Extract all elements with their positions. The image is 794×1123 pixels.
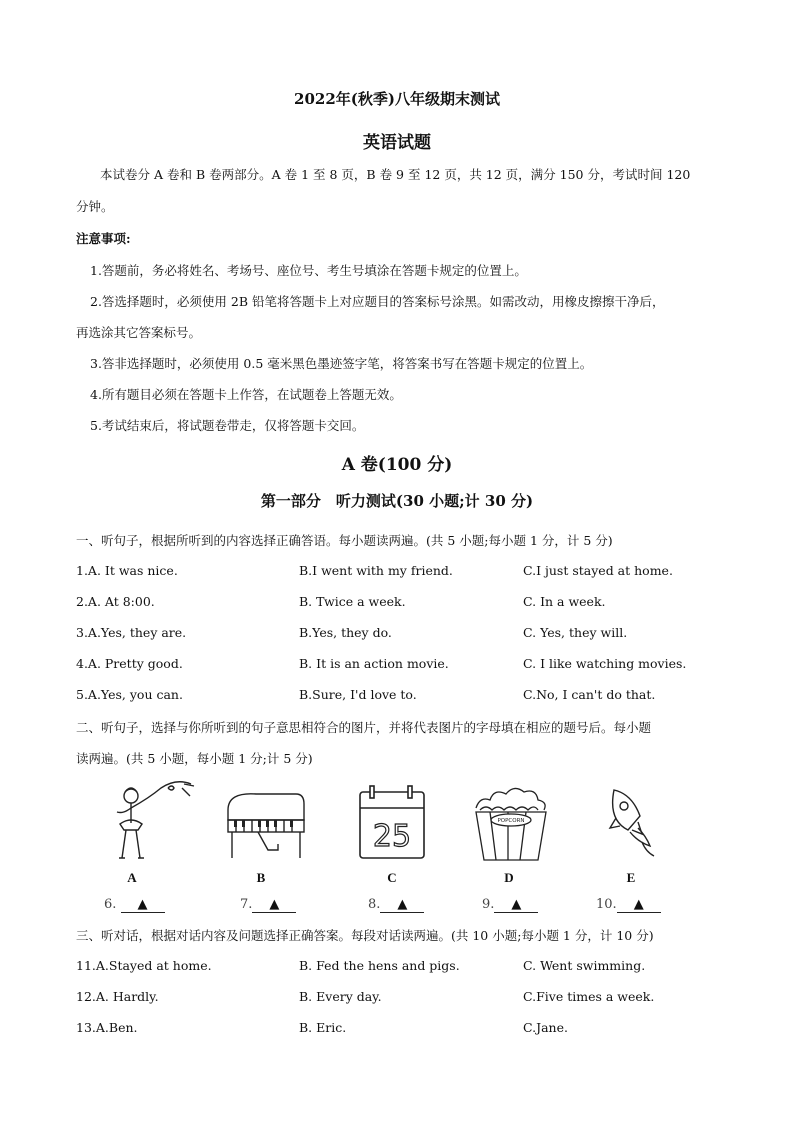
- blank-number: 8.: [368, 897, 381, 912]
- option-2b: B. Twice a week.: [299, 594, 406, 609]
- blank-number: 6.: [104, 897, 117, 912]
- answer-blank-7[interactable]: [240, 897, 296, 913]
- blank-number: 10.: [596, 897, 617, 912]
- option-3c: C. Yes, they will.: [523, 625, 628, 640]
- intro-line-2: 分钟。: [76, 199, 114, 214]
- option-5a: 5.A.Yes, you can.: [76, 687, 183, 702]
- option-2a: 2.A. At 8:00.: [76, 594, 155, 609]
- option-11c: C. Went swimming.: [523, 958, 646, 973]
- note-item: 2.答选择题时，必须使用 2B 铅笔将答题卡上对应题目的答案标号涂黑。如需改动，用橡皮擦擦干净后，: [90, 294, 665, 309]
- ballerina-icon: [98, 780, 198, 870]
- option-13a: 13.A.Ben.: [76, 1020, 138, 1035]
- option-12a: 12.A. Hardly.: [76, 989, 159, 1004]
- blank-mark: ▲: [380, 897, 424, 913]
- option-5b: B.Sure, I'd love to.: [299, 687, 417, 702]
- sec2-instruction-2: 读两遍。(共 5 小题，每小题 1 分;计 5 分): [76, 751, 313, 766]
- part1-title: 第一部分 听力测试(30 小题;计 30 分): [260, 492, 534, 510]
- sec1-instruction: 一、听句子，根据所听到的内容选择正确答语。每小题读两遍。(共 5 小题;每小题 1 分，计 5 分): [76, 533, 613, 548]
- option-12b: B. Every day.: [299, 989, 382, 1004]
- rocket-icon: [598, 780, 664, 870]
- sec3-instruction: 三、听对话，根据对话内容及问题选择正确答案。每段对话读两遍。(共 10 小题;每小题 1 分，计 10 分): [76, 928, 654, 943]
- note-item: 3.答非选择题时，必须使用 0.5 毫米黑色墨迹签字笔，将答案书写在答题卡规定的位置上。: [90, 356, 593, 371]
- piano-icon: [220, 780, 312, 870]
- exam-title: 2022年(秋季)八年级期末测试: [294, 90, 500, 108]
- option-3a: 3.A.Yes, they are.: [76, 625, 187, 640]
- calendar-icon: [352, 780, 432, 870]
- answer-blank-8[interactable]: [368, 897, 424, 913]
- calendar-date: 25: [372, 819, 412, 854]
- picture-label-a: A: [127, 870, 137, 885]
- answer-blank-9[interactable]: [482, 897, 538, 913]
- popcorn-icon: [466, 780, 556, 870]
- option-2c: C. In a week.: [523, 594, 606, 609]
- sec2-instruction-1: 二、听句子，选择与你所听到的句子意思相符合的图片，并将代表图片的字母填在相应的题号后。每小题: [76, 720, 652, 735]
- picture-label-b: B: [256, 870, 266, 885]
- blank-mark: ▲: [494, 897, 538, 913]
- blank-number: 7.: [240, 897, 253, 912]
- note-item: 1.答题前，务必将姓名、考场号、座位号、考生号填涂在答题卡规定的位置上。: [90, 263, 527, 278]
- blank-number: 9.: [482, 897, 495, 912]
- section-a-title: A 卷(100 分): [341, 455, 453, 475]
- option-1c: C.I just stayed at home.: [523, 563, 673, 578]
- note-item: 4.所有题目必须在答题卡上作答，在试题卷上答题无效。: [90, 387, 402, 402]
- answer-blank-6[interactable]: [104, 897, 165, 913]
- blank-mark: ▲: [252, 897, 296, 913]
- popcorn-label: POPCORN: [497, 818, 525, 824]
- note-item: 5.考试结束后，将试题卷带走，仅将答题卡交回。: [90, 418, 365, 433]
- option-1a: 1.A. It was nice.: [76, 563, 178, 578]
- option-13c: C.Jane.: [523, 1020, 568, 1035]
- exam-subtitle: 英语试题: [363, 133, 431, 153]
- option-4c: C. I like watching movies.: [523, 656, 687, 671]
- blank-mark: ▲: [617, 897, 661, 913]
- picture-label-e: E: [626, 870, 636, 885]
- option-12c: C.Five times a week.: [523, 989, 655, 1004]
- option-1b: B.I went with my friend.: [299, 563, 453, 578]
- option-11a: 11.A.Stayed at home.: [76, 958, 212, 973]
- option-13b: B. Eric.: [299, 1020, 347, 1035]
- note-item-continued: 再选涂其它答案标号。: [76, 325, 202, 340]
- notes-heading: 注意事项:: [76, 231, 131, 246]
- answer-blank-10[interactable]: [596, 897, 661, 913]
- option-11b: B. Fed the hens and pigs.: [299, 958, 460, 973]
- option-4b: B. It is an action movie.: [299, 656, 449, 671]
- picture-label-d: D: [504, 870, 514, 885]
- option-5c: C.No, I can't do that.: [523, 687, 656, 702]
- picture-label-c: C: [387, 870, 397, 885]
- option-4a: 4.A. Pretty good.: [76, 656, 183, 671]
- blank-mark: ▲: [121, 897, 165, 913]
- intro-line-1: 本试卷分 A 卷和 B 卷两部分。A 卷 1 至 8 页，B 卷 9 至 12 页，共 12 页，满分 150 分，考试时间 120: [100, 167, 691, 182]
- option-3b: B.Yes, they do.: [299, 625, 392, 640]
